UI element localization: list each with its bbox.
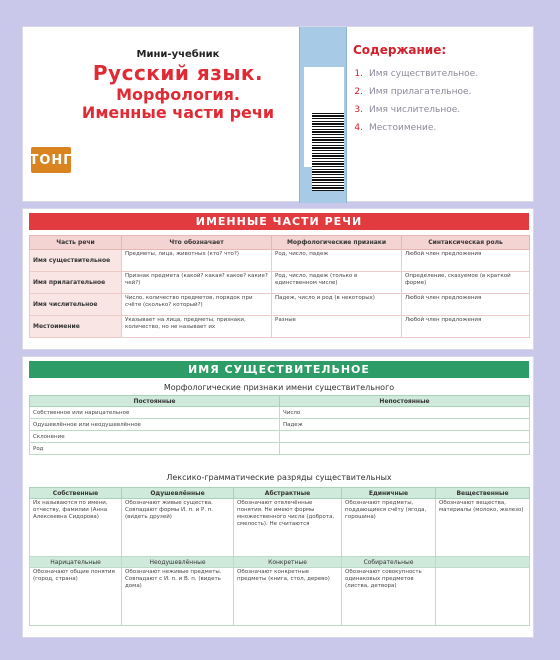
column-header: Одушевлённые — [122, 488, 234, 499]
barcode-strip — [299, 27, 347, 203]
table-row — [30, 431, 530, 443]
column-header: Что обозначает — [122, 236, 272, 250]
column-header: Конкретные — [234, 557, 342, 568]
barcode-icon — [312, 111, 344, 191]
column-header — [436, 557, 530, 568]
noun-card — [22, 356, 534, 638]
noun-banner: ИМЯ СУЩЕСТВИТЕЛЬНОЕ — [29, 361, 529, 378]
cover-card — [22, 26, 534, 202]
table-cell — [436, 568, 530, 626]
toc-item — [353, 65, 525, 83]
table-cell: Обозначают конкретные предметы (книга, стол, дерево) — [234, 568, 342, 626]
table-cell: Число — [280, 407, 530, 419]
parts-of-speech-table — [29, 235, 530, 338]
table-cell: Одушевлённое или неодушевлённое — [30, 419, 280, 431]
column-header: Постоянные — [30, 396, 280, 407]
toc-item-text: Имя существительное. — [369, 69, 479, 79]
table-cell: Их называются по имени, отчеству, фамилии (Анна Алексеевна Сидорова) — [30, 499, 122, 557]
table-cell — [280, 431, 530, 443]
column-header: Непостоянные — [280, 396, 530, 407]
morph-features-title: Морфологические признаки имени существительного — [163, 383, 395, 392]
table-cell: Любой член предложения — [402, 294, 530, 316]
column-header: Морфологические признаки — [272, 236, 402, 250]
column-header: Собирательные — [342, 557, 436, 568]
column-header: Вещественные — [436, 488, 530, 499]
table-cell: Род — [30, 443, 280, 455]
table-row — [30, 250, 530, 272]
table-row — [30, 419, 530, 431]
toc-title: Содержание: — [353, 43, 447, 57]
toc-item-text: Имя прилагательное. — [369, 87, 472, 97]
table-cell: Любой член предложения — [402, 316, 530, 338]
toc-item-text: Местоимение. — [369, 123, 437, 133]
table-cell: Обозначают общие понятия (город, страна) — [30, 568, 122, 626]
table-header-row — [30, 488, 530, 499]
column-header: Часть речи — [30, 236, 122, 250]
row-header: Имя числительное — [30, 294, 122, 316]
table-cell: Признак предмета (какой? какая? какое? какие? чей?) — [122, 272, 272, 294]
publisher-logo: ТОНГ — [31, 147, 71, 173]
morph-features-table — [29, 395, 530, 455]
table-row — [30, 272, 530, 294]
row-header: Имя существительное — [30, 250, 122, 272]
table-cell: Собственное или нарицательное — [30, 407, 280, 419]
column-header: Абстрактные — [234, 488, 342, 499]
table-cell: Род, число, падеж — [272, 250, 402, 272]
column-header: Нарицательные — [30, 557, 122, 568]
title-russian-language: Русский язык. — [92, 61, 264, 85]
lexical-categories-table — [29, 487, 530, 626]
table-cell: Число, количество предметов, порядок при счёте (сколько? который?) — [122, 294, 272, 316]
toc-item — [353, 101, 525, 119]
table-cell: Род, число, падеж (только в единственном числе) — [272, 272, 402, 294]
table-cell: Падеж — [280, 419, 530, 431]
lexical-categories-title: Лексико-грамматические разряды существительных — [166, 473, 392, 482]
table-cell: Разные — [272, 316, 402, 338]
title-morphology: Морфология. — [116, 85, 240, 104]
table-cell: Обозначают неживые предметы. Совпадают с И. п. и В. п. (видеть дома) — [122, 568, 234, 626]
row-header: Местоимение — [30, 316, 122, 338]
barcode-frame — [304, 67, 344, 167]
table-cell: Указывает на лица, предметы, признаки, количество, но не называет их — [122, 316, 272, 338]
toc-item-number: 4. — [354, 123, 363, 133]
table-cell: Падеж, число и род (в некоторых) — [272, 294, 402, 316]
table-cell — [280, 443, 530, 455]
table-cell: Склонение — [30, 431, 280, 443]
row-header: Имя прилагательное — [30, 272, 122, 294]
table-header-row — [30, 396, 530, 407]
table-header-row — [30, 557, 530, 568]
toc-item — [353, 119, 525, 137]
table-of-contents — [353, 43, 525, 137]
column-header: Собственные — [30, 488, 122, 499]
table-cell: Обозначают предметы, поддающиеся счёту (ягода, горошина) — [342, 499, 436, 557]
table-row — [30, 316, 530, 338]
table-row — [30, 568, 530, 626]
toc-item-number: 1. — [354, 69, 363, 79]
table-cell: Обозначают вещества, материалы (молоко, железо) — [436, 499, 530, 557]
table-cell: Обозначают живые существа. Совпадают формы И. п. и Р. п. (видеть друзей) — [122, 499, 234, 557]
table-row — [30, 294, 530, 316]
toc-item-number: 2. — [354, 87, 363, 97]
table-header-row — [30, 236, 530, 250]
table-cell: Любой член предложения — [402, 250, 530, 272]
table-row — [30, 443, 530, 455]
table-cell: Обозначают совокупность одинаковых предметов (листва, детвора) — [342, 568, 436, 626]
column-header: Синтаксическая роль — [402, 236, 530, 250]
mini-textbook-label: Мини-учебник — [136, 49, 220, 60]
table-cell: Предметы, лица, животных (кто? что?) — [122, 250, 272, 272]
toc-item-text: Имя числительное. — [369, 105, 461, 115]
table-cell: Определение, сказуемое (в краткой форме) — [402, 272, 530, 294]
table-row — [30, 499, 530, 557]
column-header: Единичные — [342, 488, 436, 499]
table-row — [30, 407, 530, 419]
parts-of-speech-card — [22, 208, 534, 350]
toc-item — [353, 83, 525, 101]
parts-of-speech-banner: ИМЕННЫЕ ЧАСТИ РЕЧИ — [29, 213, 529, 230]
column-header: Неодушевлённые — [122, 557, 234, 568]
cover-title-area — [23, 27, 295, 203]
toc-item-number: 3. — [354, 105, 363, 115]
title-nominal-parts: Именные части речи — [81, 103, 275, 122]
table-cell: Обозначают отвлечённые понятия. Не имеют формы множественного числа (доброта, смелость). Не считаются — [234, 499, 342, 557]
